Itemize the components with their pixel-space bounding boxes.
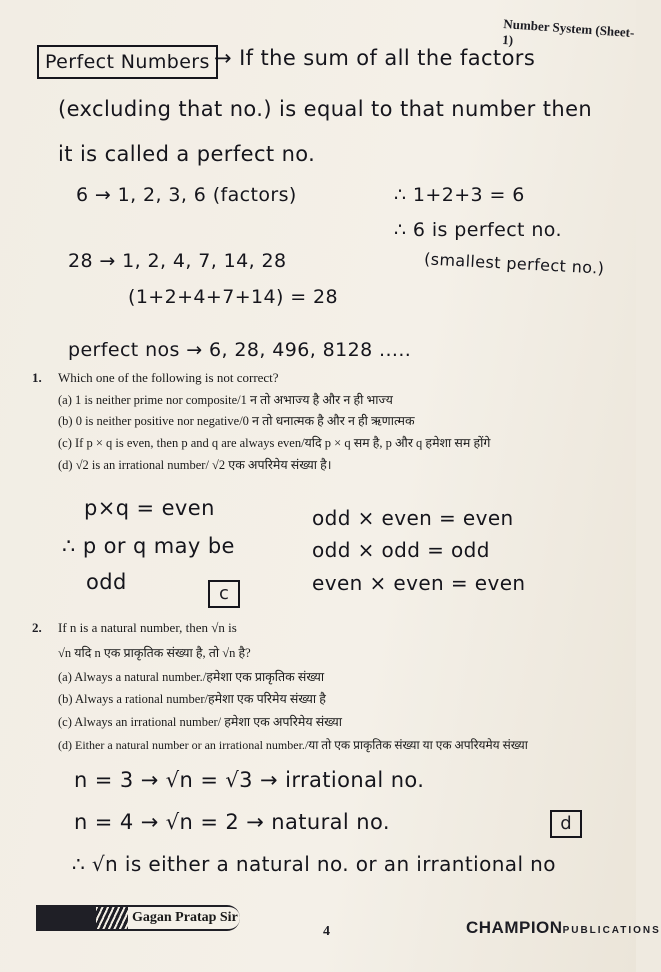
q2-question-prefix: If n is a natural number, then bbox=[58, 620, 209, 635]
example-6-conclusion: ∴ 6 is perfect no. bbox=[394, 219, 562, 241]
q1-answer-box: c bbox=[208, 580, 240, 608]
footer-stripes bbox=[96, 907, 128, 929]
publisher-suffix: PUBLICATIONS bbox=[562, 925, 661, 936]
q1-work-left-3: odd bbox=[86, 570, 127, 594]
q2-option-a: (a) Always a natural number./हमेशा एक प्राकृतिक संख्या bbox=[58, 670, 325, 684]
smallest-perfect-note: (smallest perfect no.) bbox=[423, 249, 605, 278]
page-number: 4 bbox=[323, 924, 330, 939]
q1-work-right-1: odd × even = even bbox=[312, 506, 514, 530]
q2-work-3: ∴ √n is either a natural no. or an irrantional no bbox=[72, 852, 556, 876]
footer-author: Gagan Pratap Sir bbox=[128, 907, 240, 929]
q2-option-d: (d) Either a natural number or an irrational number./या तो एक प्राकृतिक संख्या या एक अपरियमेय संख्या bbox=[58, 738, 528, 752]
example-6-sum: ∴ 1+2+3 = 6 bbox=[394, 184, 525, 206]
q2-answer-box: d bbox=[550, 810, 582, 838]
q2-sqrt-n: √n bbox=[211, 620, 225, 635]
definition-line-3: it is called a perfect no. bbox=[58, 142, 316, 166]
example-28-sum: (1+2+4+7+14) = 28 bbox=[128, 286, 339, 308]
publisher-name: CHAMPION bbox=[466, 918, 563, 937]
q1-work-right-2: odd × odd = odd bbox=[312, 538, 490, 562]
example-28-factors: 28 → 1, 2, 4, 7, 14, 28 bbox=[68, 250, 287, 272]
definition-line-1: → If the sum of all the factors bbox=[214, 46, 536, 70]
q1-work-right-3: even × even = even bbox=[312, 571, 526, 595]
q2-number: 2. bbox=[32, 620, 42, 635]
publisher-logo bbox=[466, 918, 661, 938]
q1-work-left-2: ∴ p or q may be bbox=[62, 534, 235, 558]
q1-option-d: (d) √2 is an irrational number/ √2 एक अपरिमेय संख्या है। bbox=[58, 458, 332, 472]
page-header: Number System (Sheet-1) bbox=[501, 16, 635, 48]
q1-option-b: (b) 0 is neither positive nor negative/0 न तो धनात्मक है और न ही ऋणात्मक bbox=[58, 414, 415, 428]
q2-option-c: (c) Always an irrational number/ हमेशा एक अपरिमेय संख्या bbox=[58, 715, 342, 729]
q2-question-hindi: √n यदि n एक प्राकृतिक संख्या है, तो √n है? bbox=[58, 646, 251, 660]
q1-work-left-1: p×q = even bbox=[84, 496, 215, 520]
definition-line-2: (excluding that no.) is equal to that number then bbox=[58, 97, 593, 121]
q2-option-b: (b) Always a rational number/हमेशा एक परिमेय संख्या है bbox=[58, 692, 326, 706]
q2-work-2: n = 4 → √n = 2 → natural no. bbox=[74, 810, 390, 834]
q1-option-c: (c) If p × q is even, then p and q are always even/यदि p × q सम है, p और q हमेशा सम होंगे bbox=[58, 436, 491, 450]
q1-number: 1. bbox=[32, 370, 42, 385]
q2-work-1: n = 3 → √n = √3 → irrational no. bbox=[74, 768, 425, 792]
example-6-factors: 6 → 1, 2, 3, 6 (factors) bbox=[76, 184, 297, 206]
perfect-numbers-heading: Perfect Numbers bbox=[37, 45, 218, 79]
q1-option-a: (a) 1 is neither prime nor composite/1 न तो अभाज्य है और न ही भाज्य bbox=[58, 393, 393, 407]
q2-question bbox=[58, 620, 237, 636]
q2-question-suffix: is bbox=[228, 620, 237, 635]
perfect-numbers-list: perfect nos → 6, 28, 496, 8128 ..... bbox=[68, 339, 412, 361]
q1-question: Which one of the following is not correct? bbox=[58, 370, 279, 385]
